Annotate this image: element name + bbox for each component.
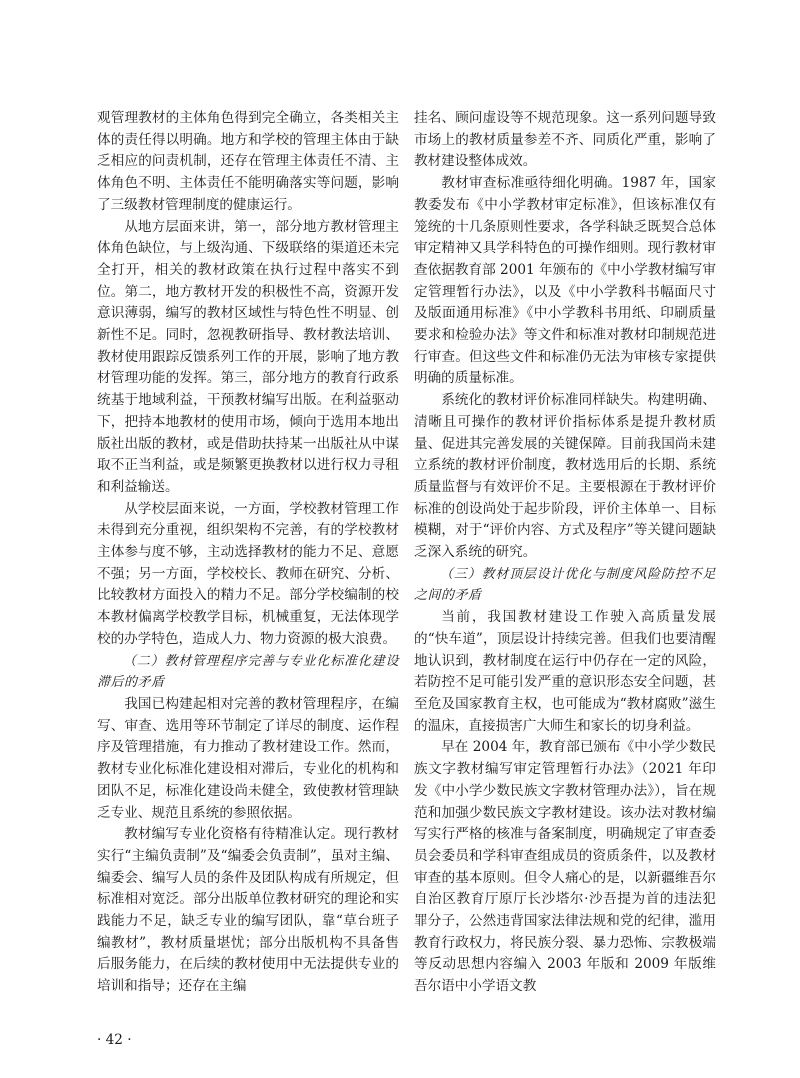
paragraph: 早在 2004 年，教育部已颁布《中小学少数民族文字教材编写审定管理暂行办法》（2021 年印发《中小学少数民族文字教材管理办法》），旨在规范和加强少数民族文字教材建设。该办法对教材编写实行严格的核准与备案制度，明确规定了审查委员会委员和学科审查组成员的资质条件，以及教材审查的基本原则。但令人痛心的是，以新疆维吾尔自治区教育厅原厅长沙塔尔·沙吾提为首的违法犯罪分子，公然违背国家法律法规和党的纪律，滥用教育行政权力，将民族分裂、暴力恐怖、宗教极端等反动思想内容编入 2003 年版和 2009 年版维吾尔语中小学语文教 — [414, 739, 716, 995]
paragraph: 从学校层面来说，一方面，学校教材管理工作未得到充分重视，组织架构不完善，有的学校教材主体参与度不够，主动选择教材的能力不足、意愿不强；另一方面，学校校长、教师在研究、分析、比较教材方面投入的精力不足。部分学校编制的校本教材偏离学校教学目标，机械重复，无法体现学校的办学特色，造成人力、物力资源的极大浪费。 — [97, 500, 399, 647]
paragraph: 教材编写专业化资格有待精准认定。现行教材实行“主编负责制”及“编委会负责制”，虽对主编、编委会、编写人员的条件及团队构成有所规定，但标准相对宽泛。部分出版单位教材研究的理论和实践能力不足，缺乏专业的编写团队，靠“草台班子编教材”，教材质量堪忧；部分出版机构不具备售后服务能力，在后续的教材使用中无法提供专业的培训和指导；还存在主编 — [97, 826, 399, 995]
section-heading: （二）教材管理程序完善与专业化标准化建设滞后的矛盾 — [97, 653, 399, 691]
paragraph: 观管理教材的主体角色得到完全确立，各类相关主体的责任得以明确。地方和学校的管理主体由于缺乏相应的问责机制，还存在管理主体责任不清、主体角色不明、主体责任不能明确落实等问题，影响了三级教材管理制度的健康运行。 — [97, 110, 399, 213]
paragraph: 教材审查标准亟待细化明确。1987 年，国家教委发布《中小学教材审定标准》，但该标准仅有笼统的十几条原则性要求，各学科缺乏既契合总体审定精神又具学科特色的可操作细则。现行教材审查依据教育部 2001 年颁布的《中小学教材编写审定管理暂行办法》，以及《中小学教科书幅面尺寸及版面通用标准》《中小学教科书用纸、印刷质量要求和检验办法》等文件和标准对教材印制规范进行审查。但这些文件和标准仍无法为审核专家提供明确的质量标准。 — [414, 175, 716, 387]
paragraph: 我国已构建起相对完善的教材管理程序，在编写、审查、选用等环节制定了详尽的制度、运作程序及管理措施，有力推动了教材建设工作。然而，教材专业化标准化建设相对滞后，专业化的机构和团队不足，标准化建设尚未健全，致使教材管理缺乏专业、规范且系统的参照依据。 — [97, 695, 399, 821]
left-column — [97, 108, 399, 998]
paragraph: 系统化的教材评价标准同样缺失。构建明确、清晰且可操作的教材评价指标体系是提升教材质量、促进其完善发展的关键保障。目前我国尚未建立系统的教材评价制度，教材选用后的长期、系统质量监督与有效评价不足。主要根源在于教材评价标准的创设尚处于起步阶段，评价主体单一、目标模糊，对于“评价内容、方式及程序”等关键问题缺乏深入系统的研究。 — [414, 392, 716, 561]
section-heading: （三）教材顶层设计优化与制度风险防控不足之间的矛盾 — [414, 566, 716, 604]
paragraph: 挂名、顾问虚设等不规范现象。这一系列问题导致市场上的教材质量参差不齐、同质化严重，影响了教材建设整体成效。 — [414, 110, 716, 170]
page-number: · 42 · — [97, 1032, 132, 1048]
paragraph: 从地方层面来讲，第一，部分地方教材管理主体角色缺位，与上级沟通、下级联络的渠道还未完全打开，相关的教材政策在执行过程中落实不到位。第二，地方教材开发的积极性不高，资源开发意识薄弱，编写的教材区域性与特色性不明显、创新性不足。同时，忽视教研指导、教材教法培训、教材使用跟踪反馈系列工作的开展，影响了地方教材管理功能的发挥。第三，部分地方的教育行政系统基于地域利益，干预教材编写出版。在利益驱动下，把持本地教材的使用市场，倾向于选用本地出版社出版的教材，或是借助扶持某一出版社从中谋取不正当利益，或是频繁更换教材以进行权力寻租和利益输送。 — [97, 218, 399, 495]
paragraph: 当前，我国教材建设工作驶入高质量发展的“快车道”，顶层设计持续完善。但我们也要清醒地认识到，教材制度在运行中仍存在一定的风险，若防控不足可能引发严重的意识形态安全问题，甚至危及国家教育主权，也可能成为“教材腐败”滋生的温床，直接损害广大师生和家长的切身利益。 — [414, 609, 716, 734]
right-column — [414, 108, 716, 998]
